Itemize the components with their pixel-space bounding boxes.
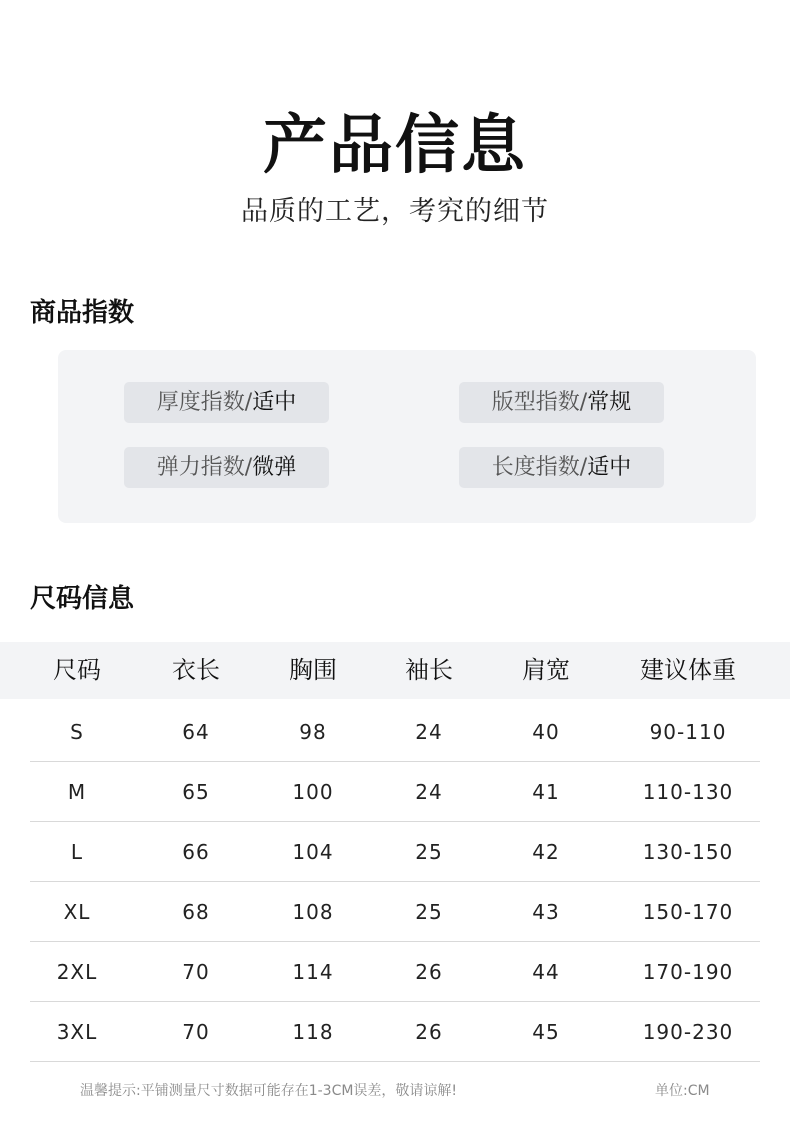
table-cell: 130-150 xyxy=(642,840,734,864)
thickness-index-tag xyxy=(124,382,329,423)
table-cell: 70 xyxy=(182,1020,210,1044)
page-title: 产品信息 xyxy=(263,109,527,183)
product-index-heading: 商品指数 xyxy=(30,298,135,328)
index-label: 版型指数/ xyxy=(491,390,588,415)
table-cell: M xyxy=(67,780,87,804)
table-cell: 24 xyxy=(415,720,443,744)
table-cell: 68 xyxy=(182,900,210,924)
table-cell: 114 xyxy=(292,960,334,984)
table-cell: 66 xyxy=(182,840,210,864)
table-cell: 110-130 xyxy=(642,780,734,804)
table-cell: 170-190 xyxy=(642,960,734,984)
page-subtitle: 品质的工艺，考究的细节 xyxy=(241,196,549,227)
table-cell: 45 xyxy=(532,1020,560,1044)
table-cell: 64 xyxy=(182,720,210,744)
table-cell: 25 xyxy=(415,840,443,864)
fit-index-tag xyxy=(459,382,664,423)
table-row xyxy=(0,822,790,882)
table-row xyxy=(0,942,790,1002)
row-divider xyxy=(30,1061,760,1062)
table-cell: 24 xyxy=(415,780,443,804)
table-cell: 26 xyxy=(415,960,443,984)
table-cell: 65 xyxy=(182,780,210,804)
index-value: 适中 xyxy=(252,390,297,415)
table-row xyxy=(0,882,790,942)
size-table-header xyxy=(0,642,790,699)
table-cell: 190-230 xyxy=(642,1020,734,1044)
column-header: 建议体重 xyxy=(640,656,736,684)
table-cell: 44 xyxy=(532,960,560,984)
index-value: 适中 xyxy=(587,455,632,480)
table-row xyxy=(0,702,790,762)
index-label: 厚度指数/ xyxy=(156,390,253,415)
column-header: 衣长 xyxy=(172,656,220,684)
table-cell: 25 xyxy=(415,900,443,924)
table-cell: S xyxy=(70,720,84,744)
table-row xyxy=(0,762,790,822)
index-value: 常规 xyxy=(587,390,632,415)
elasticity-index-tag xyxy=(124,447,329,488)
table-cell: 98 xyxy=(299,720,327,744)
table-cell: 2XL xyxy=(56,960,98,984)
table-cell: 90-110 xyxy=(649,720,727,744)
table-cell: 70 xyxy=(182,960,210,984)
table-cell: L xyxy=(70,840,84,864)
table-cell: 40 xyxy=(532,720,560,744)
column-header: 胸围 xyxy=(289,656,337,684)
measurement-note: 温馨提示:平铺测量尺寸数据可能存在1-3CM误差，敬请谅解! xyxy=(80,1083,458,1099)
column-header: 尺码 xyxy=(53,656,101,684)
table-cell: 3XL xyxy=(56,1020,98,1044)
table-cell: 100 xyxy=(292,780,334,804)
table-cell: 104 xyxy=(292,840,334,864)
product-index-panel xyxy=(58,350,756,523)
index-value: 微弹 xyxy=(252,455,297,480)
table-cell: 26 xyxy=(415,1020,443,1044)
index-label: 弹力指数/ xyxy=(156,455,253,480)
unit-label: 单位:CM xyxy=(655,1083,710,1099)
table-cell: 108 xyxy=(292,900,334,924)
table-cell: 42 xyxy=(532,840,560,864)
table-row xyxy=(0,1002,790,1062)
table-cell: 118 xyxy=(292,1020,334,1044)
size-table-body xyxy=(0,702,790,1062)
table-cell: 41 xyxy=(532,780,560,804)
index-label: 长度指数/ xyxy=(491,455,588,480)
column-header: 肩宽 xyxy=(522,656,570,684)
size-info-heading: 尺码信息 xyxy=(30,584,135,614)
column-header: 袖长 xyxy=(405,656,453,684)
table-cell: 43 xyxy=(532,900,560,924)
table-cell: XL xyxy=(63,900,91,924)
table-cell: 150-170 xyxy=(642,900,734,924)
length-index-tag xyxy=(459,447,664,488)
